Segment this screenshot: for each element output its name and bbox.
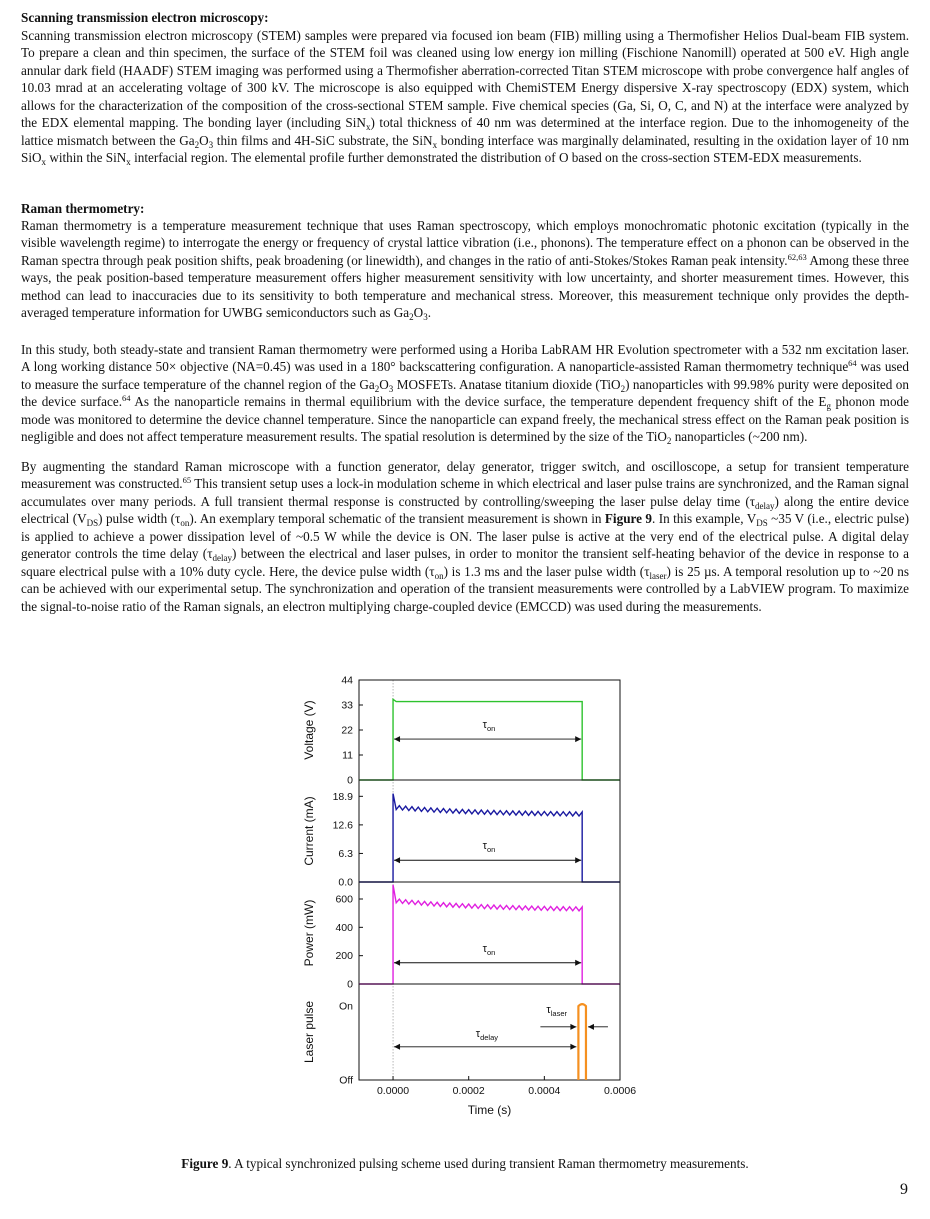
y-tick-label-current: 18.9 (332, 790, 353, 803)
raman-paragraph-setup: In this study, both steady-state and transient Raman thermometry were performed using a Horiba LabRAM HR Evolution spectrometer with a 532 nm excitation laser. A long working distance 50× objective (NA=0.45) was used in a 180° backscattering configuration. A nanoparticle-assisted Raman thermometry technique$^{64}$ was used to measure the surface temperature of the channel region of the $Ga_2O_3$ MOSFETs. Anatase titanium dioxide (TiO$_2$) nanoparticles with 99.98% purity were deposited on the device surface.$^{64}$ As the nanoparticle remains in thermal equilibrium with the device surface, the temperature dependent frequency shift of the $E_g$ phonon mode mode was monitored to determine the device channel temperature. Since the nanoparticle can expand freely, the mechanical stress effect on the Raman peak position is negligible and does not affect temperature measurement results. The spatial resolution is determined by the size of the TiO$_2$ nanoparticles (~200 nm). (21, 342, 909, 447)
trace-laser-pulse (578, 1004, 586, 1080)
y-tick-label-laser: Off (339, 1074, 353, 1087)
y-axis-title-voltage: Voltage (V) (302, 700, 316, 760)
y-tick-label-voltage: 22 (341, 724, 353, 737)
tau-delay-label: $\tau_{delay}$ (475, 1027, 499, 1042)
x-tick-label: 0.0000 (376, 1085, 410, 1097)
tau-on-arrow-voltage-head-right (575, 736, 581, 742)
tau-delay-arrow-head-right (570, 1044, 576, 1050)
x-tick-label: 0.0002 (452, 1085, 485, 1097)
y-tick-label-current: 0.0 (338, 876, 353, 889)
tau-on-arrow-current-head-left (394, 857, 400, 863)
panel-frame-power (359, 882, 620, 984)
figure-caption: Figure 9. A typical synchronized pulsing scheme used during transient Raman thermometry measurements. (181, 1156, 749, 1171)
y-tick-label-power: 600 (335, 893, 353, 906)
tau-on-arrow-current-head-right (575, 857, 581, 863)
y-tick-label-voltage: 44 (341, 674, 353, 687)
page-number: 9 (900, 1181, 908, 1198)
figure-9-chart (293, 668, 643, 1138)
tau-on-arrow-power (394, 960, 581, 966)
section-heading-raman: Raman thermometry: (21, 201, 145, 216)
tau-on-label-voltage: $\tau_{on}$ (482, 719, 496, 734)
tau-on-arrow-voltage-head-left (394, 736, 400, 742)
raman-paragraph-transient: By augmenting the standard Raman microscope with a function generator, delay generator, trigger switch, and oscilloscope, a setup for transient temperature measurement was constructed.$^{65}$ This transient setup uses a lock-in modulation scheme in which electrical and laser pulse trains are synchronized, and the Raman signal accumulates over many periods. A full transient thermal response is constructed by controlling/sweeping the laser pulse delay time $(\tau_{delay})$ along the entire device electrical $(V_{DS})$ pulse width $(\tau_{on})$. An exemplary temporal schematic of the transient measurement is shown in Figure 9. In this example, $V_{DS}$ ~35 V (i.e., electric pulse) is applied to achieve a power dissipation level of ~0.5 W while the device is ON. The laser pulse is active at the very end of the electrical pulse. A digital delay generator controls the time delay $(\tau_{delay})$ between the electrical and laser pulses, in order to monitor the transient self-heating behavior of the device in response to a square electrical pulse with a 10% duty cycle. Here, the device pulse width $(\tau_{on})$ is 1.3 ms and the laser pulse width $(\tau_{laser})$ is 25 µs. A temporal resolution up to ~20 ns can be achieved with our experimental setup. The synchronization and operation of the transient measurements were controlled by a LabVIEW program. To maximize the signal-to-noise ratio of the Raman signals, an electron multiplying charge-coupled device (EMCCD) was used during the measurements. (21, 459, 910, 614)
tau-on-arrow-current (394, 857, 581, 863)
tau-on-label-current: $\tau_{on}$ (482, 840, 496, 855)
raman-paragraph-intro: Raman thermometry is a temperature measurement technique that uses Raman spectroscopy, which employs monochromatic photonic excitation (typically in the visible wavelength regime) to interrogate the energy or frequency of crystal lattice vibration (i.e., phonons). The temperature effect on a phonon can be observed in the Raman spectra through peak position shifts, peak broadening (or linewidth), and changes in the ratio of anti-Stokes/Stokes Raman peak intensity.$^{62,63}$ Among these three ways, the peak position-based temperature measurement offers higher measurement sensitivity with low uncertainty, and shorter measurement times. However, this method can lead to inaccuracies due to its sensitivity to both temperature and mechanical stress. Moreover, this measurement technique only provides the depth-averaged temperature information for UWBG semiconductors such as $Ga_2O_3$. (21, 218, 909, 323)
tau-delay-arrow-head-left (394, 1044, 400, 1050)
x-tick-label: 0.0006 (603, 1085, 637, 1097)
tau-laser-head-left (570, 1024, 576, 1030)
trace-current (359, 794, 620, 882)
y-axis-title-current: Current (mA) (302, 796, 316, 866)
y-axis-title-power: Power (mW) (302, 899, 316, 967)
stem-paragraph: Scanning transmission electron microscopy (STEM) samples were prepared via focused ion beam (FIB) milling using a Thermofisher Helios Dual-beam FIB system. To prepare a clean and thin specimen, the surface of the STEM foil was cleaned using low energy ion milling (Fischione Nanomill) operated at 500 eV. High angle annular dark field (HAADF) STEM imaging was performed using a Thermofisher aberration-corrected Titan STEM microscope with probe convergence half angles of 10.03 mrad at an accelerating voltage of 300 kV. The microscope is also equipped with ChemiSTEM Energy dispersive X-ray spectroscopy (EDX) system, which allows for the characterization of the composition of the cross-sectional STEM sample. Five chemical species (Ga, Si, O, C, and N) at the interface were analyzed by the EDX elemental mapping. The bonding layer (including SiN$_x$) total thickness of 40 nm was determined at the interface region. Due to the inhomogeneity of the lattice mismatch between the $Ga_2O_3$ thin films and 4H-SiC substrate, the SiN$_x$ bonding interface was marginally delaminated, resulting in the oxidation layer of 10 nm SiO$_x$ within the SiN$_x$ interfacial region. The elemental profile further demonstrated the distribution of O based on the cross-section STEM-EDX measurements. (21, 28, 909, 168)
y-tick-label-power: 200 (335, 950, 353, 963)
y-tick-label-voltage: 11 (342, 749, 353, 762)
tau-delay-arrow (394, 1044, 576, 1050)
x-tick-label: 0.0004 (528, 1085, 561, 1097)
y-tick-label-power: 400 (335, 921, 353, 934)
y-tick-label-current: 12.6 (332, 819, 353, 832)
y-tick-label-voltage: 0 (347, 774, 353, 787)
tau-on-arrow-voltage (394, 736, 581, 742)
y-tick-label-power: 0 (347, 978, 353, 991)
tau-on-arrow-power-head-left (394, 960, 400, 966)
section-heading-stem: Scanning transmission electron microscopy: (21, 10, 269, 25)
y-tick-label-current: 6.3 (338, 847, 353, 860)
tau-laser-label: $\tau_{laser}$ (546, 1003, 568, 1018)
x-axis-title: Time (s) (467, 1103, 512, 1117)
tau-on-label-power: $\tau_{on}$ (482, 942, 496, 957)
trace-power (359, 885, 620, 984)
y-axis-title-laser: Laser pulse (302, 1000, 316, 1064)
panel-frame-current (359, 780, 620, 882)
tau-on-arrow-power-head-right (575, 960, 581, 966)
tau-laser-head-right (588, 1024, 594, 1030)
y-tick-label-voltage: 33 (341, 699, 353, 712)
y-tick-label-laser: On (338, 1000, 353, 1013)
